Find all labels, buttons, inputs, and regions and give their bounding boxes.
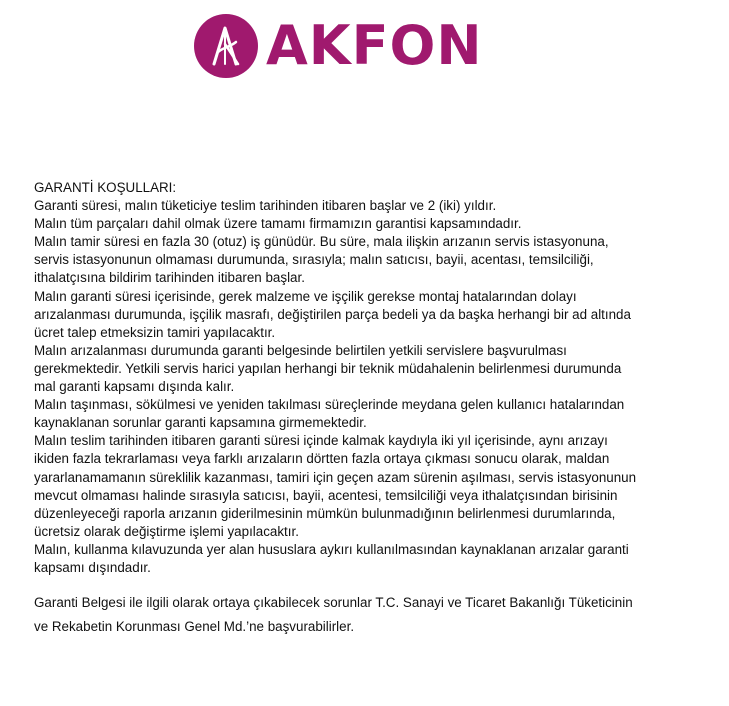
document-line: ücret talep etmeksizin tamiri yapılacaktır. xyxy=(34,324,276,340)
brand-logo xyxy=(194,10,483,82)
document-line: yararlanamamanın süreklilik kazanması, tamiri için geçen azam sürenin aşılması, servis istasyonunun xyxy=(34,469,637,485)
footer-line: ve Rekabetin Korunması Genel Md.’ne başvurabilirler. xyxy=(34,619,355,635)
brand-name: AKFON xyxy=(266,14,483,77)
document-line: Malın tüm parçaları dahil olmak üzere tamamı firmamızın garantisi kapsamındadır. xyxy=(34,216,522,232)
document-line: ithalatçısına bildirim tarihinden itibaren başlar. xyxy=(34,270,305,286)
document-line: servis istasyonunun olmaması durumunda, sırasıyla; malın satıcısı, bayii, acentası, temsilciliği, xyxy=(34,252,594,268)
document-line: mal garanti kapsamı dışında kalır. xyxy=(34,379,235,395)
document-line: Malın garanti süresi içerisinde, gerek malzeme ve işçilik gerekse montaj hatalarından dolayı xyxy=(34,288,577,304)
document-line: kapsamı dışındadır. xyxy=(34,559,151,575)
document-line: gerekmektedir. Yetkili servis harici yapılan herhangi bir teknik müdahalenin belirlenmesi durumunda xyxy=(34,360,622,376)
document-line: Malın, kullanma kılavuzunda yer alan hususlara aykırı kullanılmasından kaynaklanan arızalar garanti xyxy=(34,541,629,557)
document-line: ikiden fazla tekrarlaması veya farklı arızaların dörtten fazla ortaya çıkması sonucu olarak, maldan xyxy=(34,451,610,467)
document-line: Malın tamir süresi en fazla 30 (otuz) iş günüdür. Bu süre, mala ilişkin arızanın servis istasyonuna, xyxy=(34,234,609,250)
document-footer xyxy=(34,591,724,639)
paragraph-spacer xyxy=(34,577,724,591)
document-line: Malın arızalanması durumunda garanti belgesinde belirtilen yetkili servislere başvurulması xyxy=(34,342,567,358)
document-line: kaynaklanan sorunlar garanti kapsamına girmemektedir. xyxy=(34,415,367,431)
footer-line: Garanti Belgesi ile ilgili olarak ortaya çıkabilecek sorunlar T.C. Sanayi ve Ticaret Bakanlığı Tüketicinin xyxy=(34,595,633,611)
document-title: GARANTİ KOŞULLARI: xyxy=(34,180,177,195)
warranty-document xyxy=(34,179,724,639)
document-line: düzenleyeceği raporla arızanın giderilmesinin mümkün bulunmadığının belirlenmesi durumlarında, xyxy=(34,505,616,521)
document-line: Garanti süresi, malın tüketiciye teslim tarihinden itibaren başlar ve 2 (iki) yıldır. xyxy=(34,198,497,214)
document-line: arızalanması durumunda, işçilik masrafı, değiştirilen parça bedeli ya da başka herhangi bir ad altında xyxy=(34,306,631,322)
document-line: Malın taşınması, sökülmesi ve yeniden takılması süreçlerinde meydana gelen kullanıcı hatalarından xyxy=(34,397,625,413)
document-line: mevcut olmaması halinde sırasıyla satıcısı, bayii, acentesi, temsilciliği veya ithalatçısından birisinin xyxy=(34,487,618,503)
document-line: ücretsiz olarak değiştirme işlemi yapılacaktır. xyxy=(34,523,299,539)
document-line: Malın teslim tarihinden itibaren garanti süresi içinde kalmak kaydıyla iki yıl içerisinde, aynı arızayı xyxy=(34,433,608,449)
akfon-logo-icon xyxy=(194,14,258,78)
